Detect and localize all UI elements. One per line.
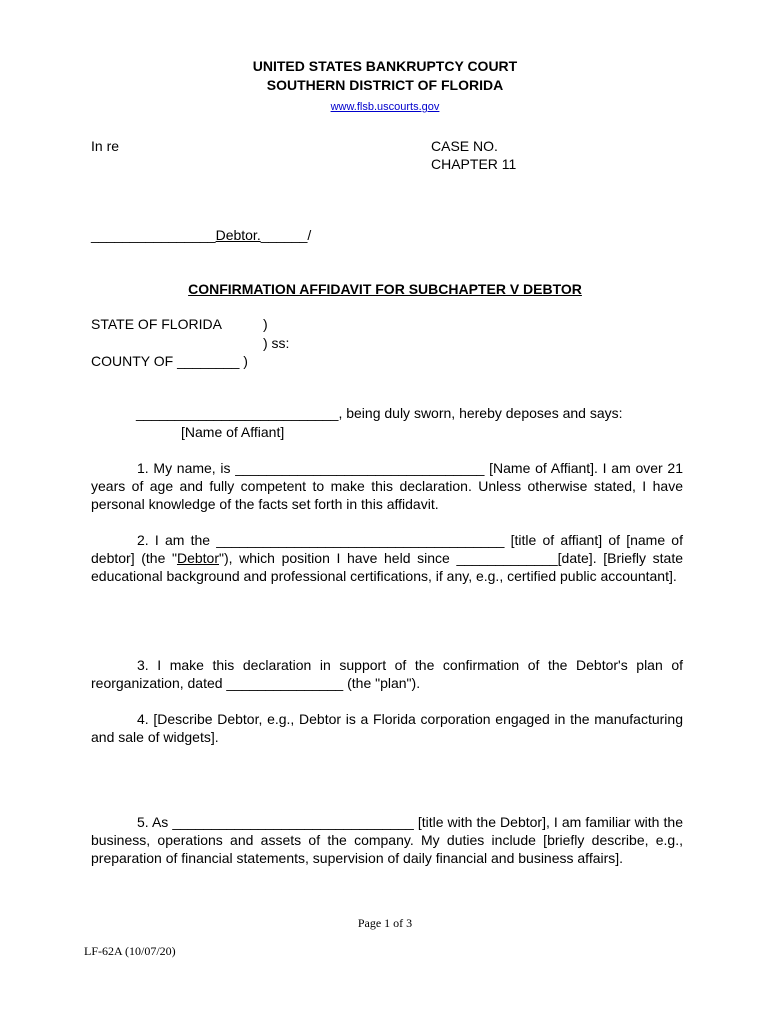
page-number: Page 1 of 3 [357,916,413,930]
district-name: SOUTHERN DISTRICT OF FLORIDA [266,77,504,93]
paragraph-3: 3. I make this declaration in support of the confirmation of the Debtor's plan of reorganization, dated _______________ (the "plan"). [91,657,683,691]
form-id: LF-62A (10/07/20) [84,944,176,958]
state-label: STATE OF FLORIDA [91,316,222,332]
ss-label: ) ss: [263,335,290,351]
paragraph-2 [91,531,683,585]
case-no-label: CASE NO. [431,138,498,154]
debtor-defined-term: Debtor [176,550,219,566]
title-row [0,281,770,297]
court-name: UNITED STATES BANKRUPTCY COURT [252,58,518,74]
affiant-bracket-label: [Name of Affiant] [181,424,285,440]
court-website-link[interactable]: www.flsb.uscourts.gov [330,101,440,113]
debtor-line-tail: ______/ [260,227,312,243]
paragraph-5: 5. As _______________________________ [title with the Debtor], I am familiar with the business, operations and assets of the company. My duties include [briefly describe, e.g., preparation of financial statements, supervision of daily financial and business affairs]. [91,814,683,866]
affiant-intro [136,405,623,421]
affiant-intro-text: , being duly sworn, hereby deposes and says: [338,405,623,421]
paragraph-1: 1. My name, is ________________________________ [Name of Affiant]. I am over 21 years of age and fully competent to make this declaration. Unless otherwise stated, I have personal knowledge of the facts set forth in this affidavit. [91,460,683,512]
debtor-line [91,227,311,243]
affiant-name-blank: __________________________ [136,405,339,421]
county-line: COUNTY OF ________ ) [91,353,248,369]
paragraph-2-part-b: "), which position I have held since _____________[date]. [Briefly state educational background and professional certifications, if any, e.g., certified public accountant]. [91,550,683,584]
document-title: CONFIRMATION AFFIDAVIT FOR SUBCHAPTER V DEBTOR [188,281,582,297]
paragraph-2-part-a: 2. I am the _____________________________________ [title of affiant] of [name of debtor] (the " [91,532,683,566]
debtor-name-blank: ________________ [91,227,216,243]
in-re-label: In re [91,138,120,154]
website-row [0,97,770,113]
debtor-label: Debtor. [215,227,261,243]
state-paren: ) [263,316,268,332]
chapter-label: CHAPTER 11 [431,156,517,172]
paragraph-4: 4. [Describe Debtor, e.g., Debtor is a Florida corporation engaged in the manufacturing and sale of widgets]. [91,711,683,745]
